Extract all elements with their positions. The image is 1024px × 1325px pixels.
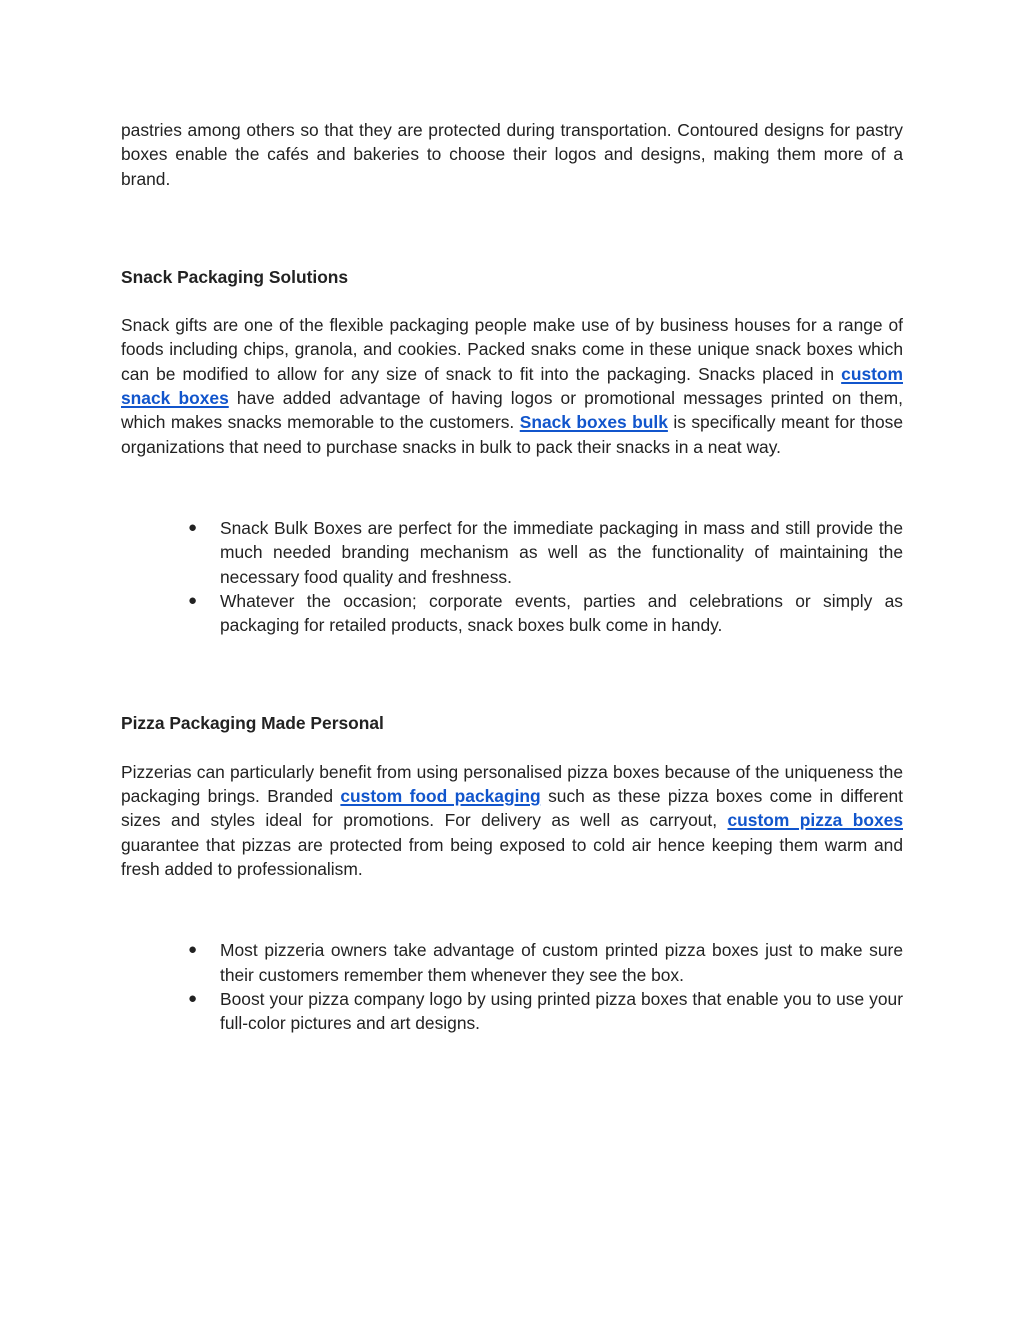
spacer bbox=[121, 459, 903, 516]
bullet-icon: ● bbox=[188, 518, 198, 536]
bullet-icon: ● bbox=[188, 591, 198, 609]
intro-paragraph: pastries among others so that they are protected during transportation. Contoured designs for pastry boxes enable the cafés and bakeries to choose their logos and designs, making them more of a brand. bbox=[121, 120, 903, 189]
list-item-text: Most pizzeria owners take advantage of custom printed pizza boxes just to make sure their customers remember them whenever they see the box. bbox=[220, 940, 903, 985]
spacer bbox=[121, 736, 903, 760]
list-item bbox=[188, 987, 903, 1036]
pizza-paragraph bbox=[121, 760, 903, 881]
pizza-section-heading: Pizza Packaging Made Personal bbox=[121, 713, 384, 734]
bullet-icon: ● bbox=[188, 941, 198, 959]
spacer bbox=[121, 191, 903, 265]
custom-pizza-boxes-link[interactable]: custom pizza boxes bbox=[727, 810, 903, 831]
list-item-text: Boost your pizza company logo by using printed pizza boxes that enable you to use your full-color pictures and art designs. bbox=[220, 988, 903, 1034]
snack-paragraph bbox=[121, 313, 903, 459]
snack-paragraph-text-1: Snack gifts are one of the flexible packaging people make use of by business houses for a range of foods including chips, granola, and cookies. Packed snaks come in these unique snack boxes which can be modified to allow for any size of snack to fit into the packaging. Snacks placed in bbox=[121, 315, 903, 384]
list-item-text: Snack Bulk Boxes are perfect for the immediate packaging in mass and still provide the much needed branding mechanism as well as the functionality of maintaining the necessary food quality and freshness. bbox=[220, 517, 903, 587]
bullet-icon: ● bbox=[188, 989, 198, 1007]
custom-food-packaging-link[interactable]: custom food packaging bbox=[340, 786, 541, 807]
snack-paragraph-text-2: have added advantage of having logos or promotional messages printed on them, which makes snacks memorable to the customers. bbox=[121, 388, 903, 433]
custom-snack-boxes-link[interactable]: custom snack boxes bbox=[121, 363, 903, 409]
pizza-bullet-list bbox=[121, 938, 903, 1035]
pizza-paragraph-text-1: Pizzerias can particularly benefit from using personalised pizza boxes because of the uniqueness the packaging brings. Branded bbox=[121, 761, 903, 807]
spacer bbox=[121, 881, 903, 938]
list-item bbox=[188, 589, 903, 638]
snack-section-heading: Snack Packaging Solutions bbox=[121, 266, 349, 287]
spacer bbox=[121, 637, 903, 711]
pizza-paragraph-text-3: guarantee that pizzas are protected from being exposed to cold air hence keeping them warm and fresh added to professionalism. bbox=[121, 834, 903, 879]
spacer bbox=[121, 289, 903, 313]
list-item bbox=[188, 516, 903, 589]
snack-paragraph-text-3: is specifically meant for those organizations that need to purchase snacks in bulk to pack their snacks in a neat way. bbox=[121, 412, 903, 457]
snack-boxes-bulk-link[interactable]: Snack boxes bulk bbox=[519, 412, 668, 433]
list-item-text: Whatever the occasion; corporate events, parties and celebrations or simply as packaging for retailed products, snack boxes bulk come in handy. bbox=[220, 590, 903, 636]
document-page bbox=[121, 118, 903, 1035]
list-item bbox=[188, 938, 903, 987]
pizza-paragraph-text-2: such as these pizza boxes come in different sizes and styles ideal for promotions. For delivery as well as carryout, bbox=[121, 786, 903, 831]
snack-bullet-list bbox=[121, 516, 903, 637]
